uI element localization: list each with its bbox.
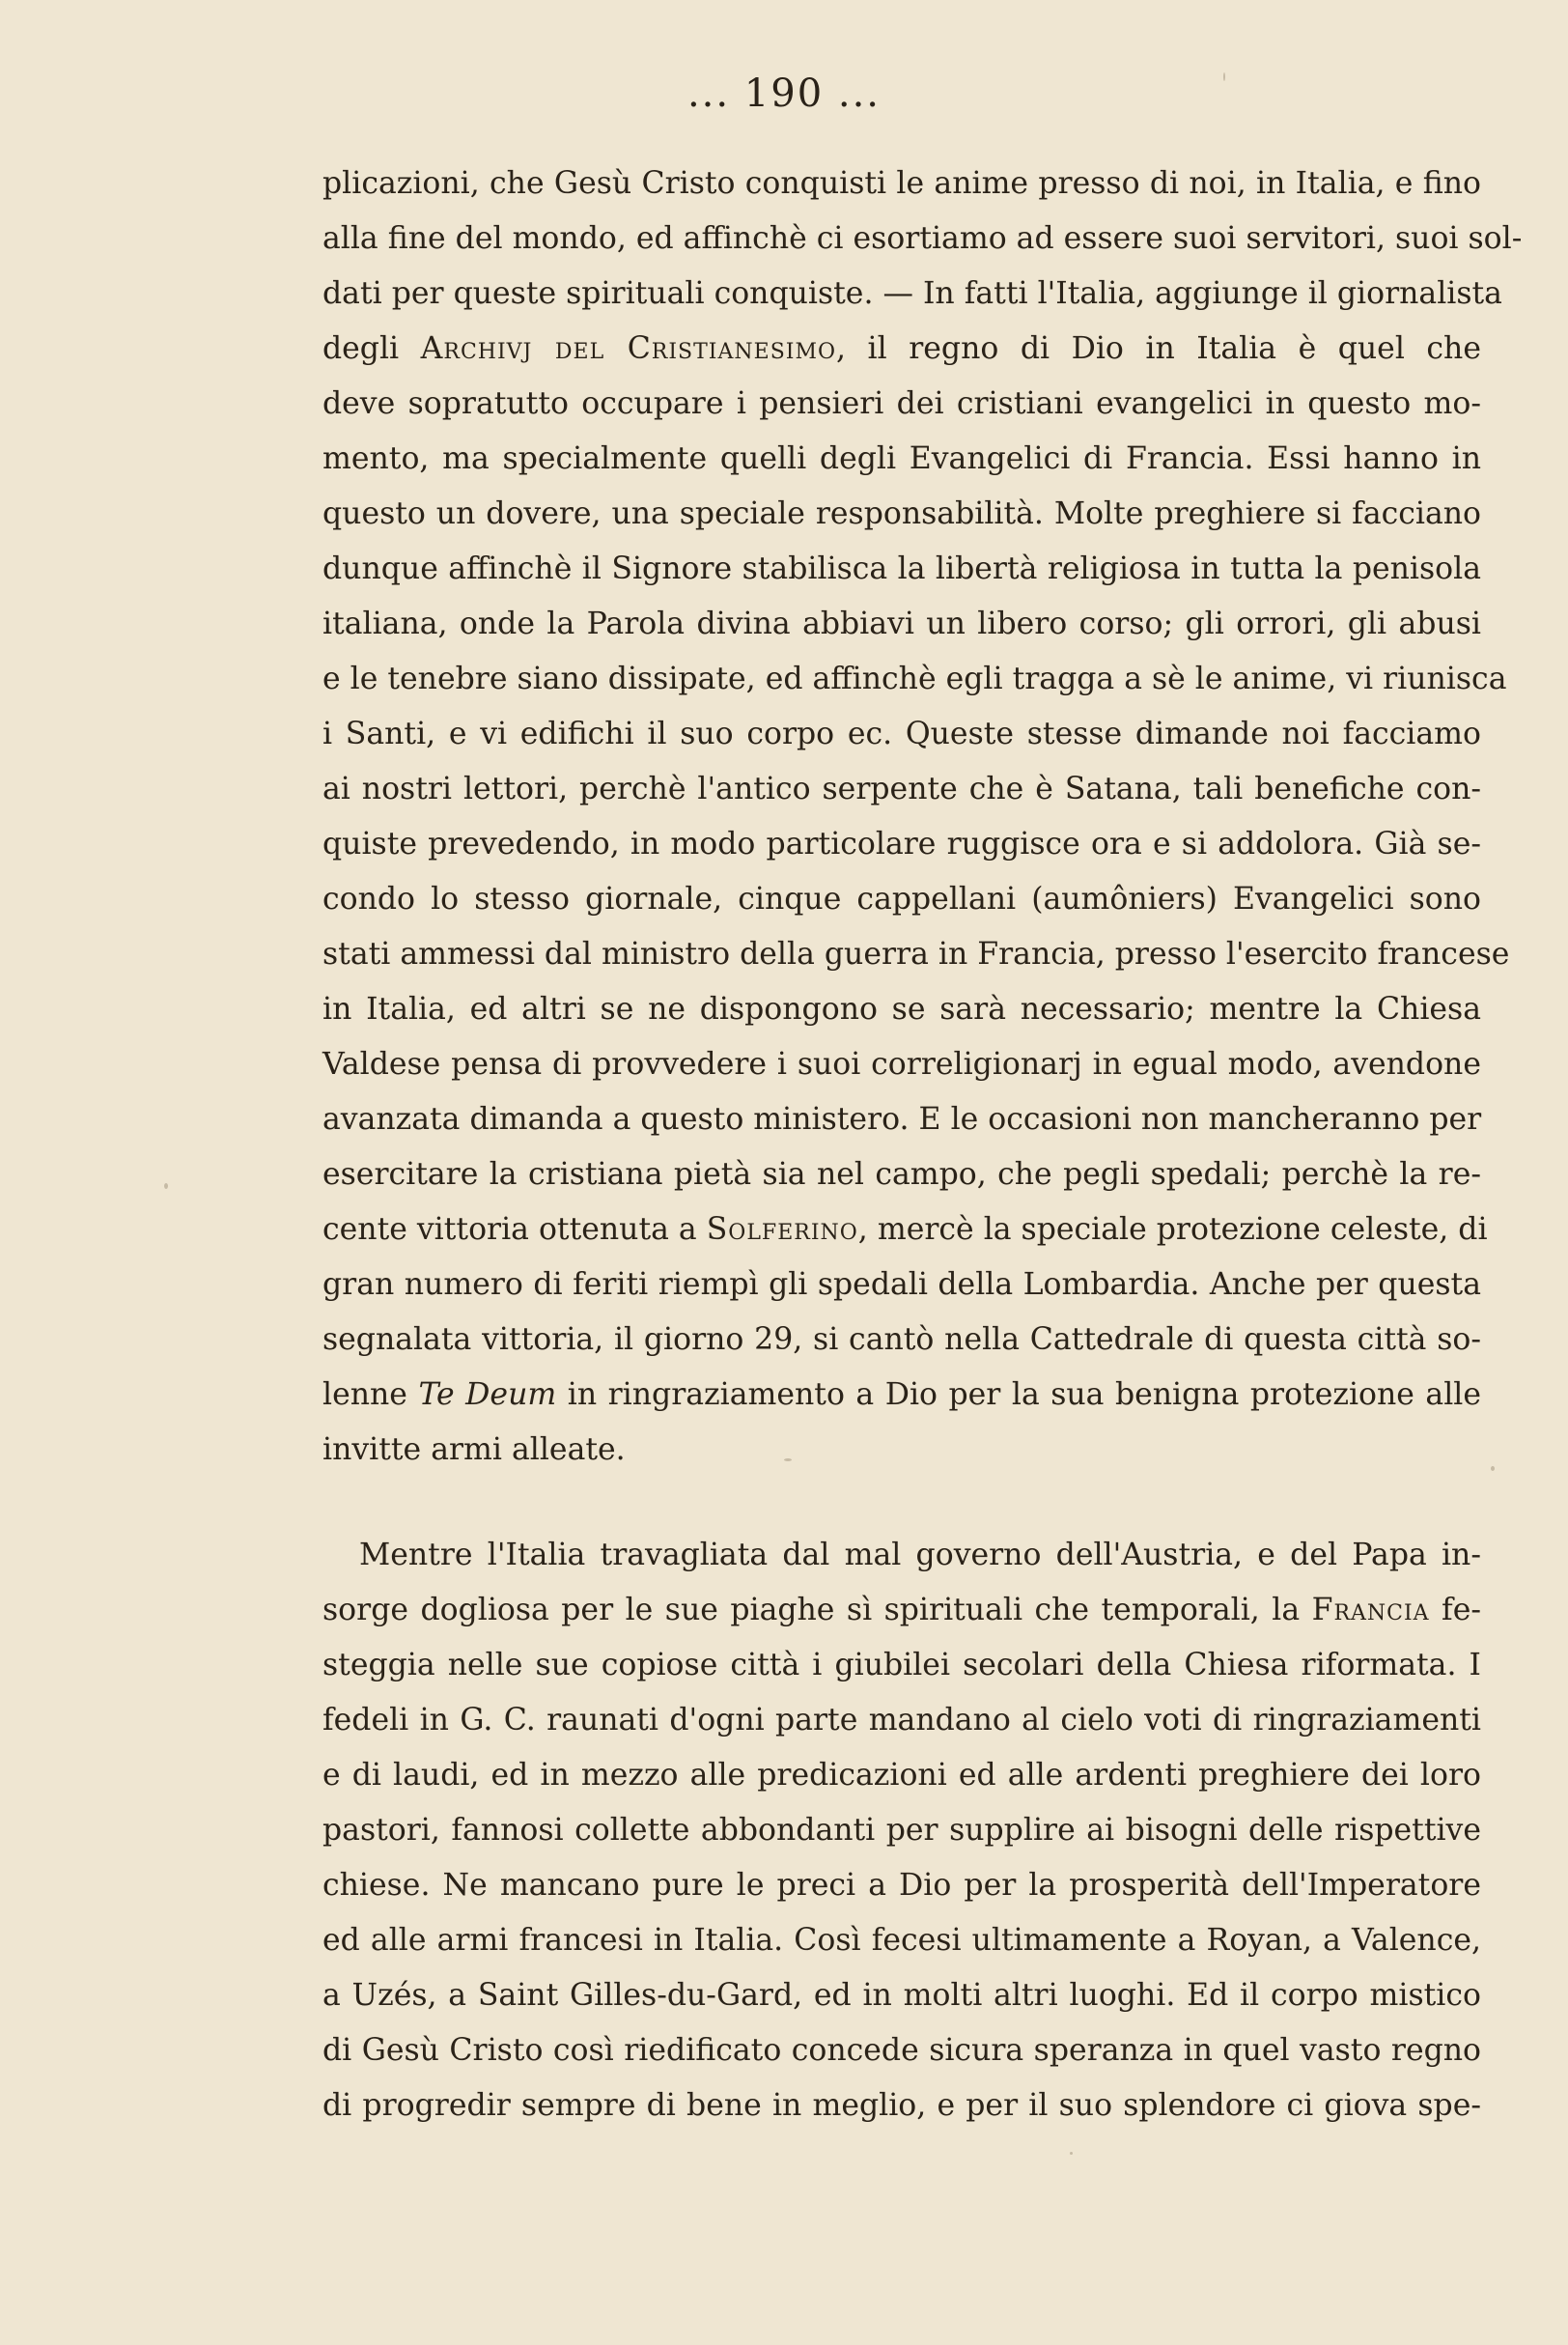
paper-speck [784,1458,792,1461]
text-line-last: invitte armi alleate. [322,1432,626,1467]
text-segment: in ringraziamento a Dio per la sua benigna protezione alle [556,1377,1482,1412]
text-line: deve sopratutto occupare i pensieri dei cristiani evangelici in questo mo- [322,386,1481,421]
text-line: italiana, onde la Parola divina abbiavi un libero corso; gli orrori, gli abusi [322,607,1481,641]
text-line: Valdese pensa di provvedere i suoi correligionarj in egual modo, avendone [322,1047,1481,1082]
text-line: dati per queste spirituali conquiste. — In fatti l'Italia, aggiunge il giornalista [322,276,1502,311]
paper-speck [1491,1466,1495,1471]
text-line: pastori, fannosi collette abbondanti per supplire ai bisogni delle rispettive [322,1813,1481,1848]
paragraph-2 [322,1528,1481,2133]
paragraph-1 [322,156,1523,1478]
text-line: stati ammessi dal ministro della guerra in Francia, presso l'esercito francese [322,937,1510,972]
text-line: steggia nelle sue copiose città i giubilei secolari della Chiesa riformata. I [322,1648,1481,1682]
text-line: condo lo stesso giornale, cinque cappellani (aumôniers) Evangelici sono [322,882,1481,917]
text-line: plicazioni, che Gesù Cristo conquisti le anime presso di noi, in Italia, e fino [322,166,1481,201]
text-line: e di laudi, ed in mezzo alle predicazioni ed alle ardenti preghiere dei loro [322,1758,1481,1793]
text-segment: lenne [322,1377,419,1412]
text-segment: , mercè la speciale protezione celeste, di [857,1212,1488,1247]
place-name-smallcaps: Solferino [706,1212,858,1247]
text-line: gran numero di feriti riempì gli spedali della Lombardia. Anche per questa [322,1267,1481,1302]
text-line-archivj [322,322,1481,377]
text-line: questo un dovere, una speciale responsabilità. Molte preghiere si facciano [322,496,1481,531]
text-line: fedeli in G. C. raunati d'ogni parte mandano al cielo voti di ringraziamenti [322,1703,1481,1738]
text-line: in Italia, ed altri se ne dispongono se sarà necessario; mentre la Chiesa [322,992,1481,1027]
text-line: alla fine del mondo, ed affinchè ci esortiamo ad essere suoi servitori, suoi sol- [322,221,1523,256]
text-line: ed alle armi francesi in Italia. Così fecesi ultimamente a Royan, a Valence, [322,1923,1481,1958]
text-line: di Gesù Cristo così riedificato concede sicura speranza in quel vasto regno [322,2033,1481,2068]
text-line: a Uzés, a Saint Gilles-du-Gard, ed in molti altri luoghi. Ed il corpo mistico [322,1978,1481,2013]
text-line: esercitare la cristiana pietà sia nel campo, che pegli spedali; perchè la re- [322,1157,1481,1192]
paper-speck [1070,2152,1073,2155]
text-line: segnalata vittoria, il giorno 29, si cantò nella Cattedrale di questa città so- [322,1322,1481,1357]
journal-title-smallcaps: Archivj del Cristianesimo [420,331,837,366]
text-line-solferino [322,1202,1488,1257]
text-segment: sorge dogliosa per le sue piaghe sì spirituali che temporali, la [322,1593,1312,1627]
text-line: chiese. Ne mancano pure le preci a Dio per la prosperità dell'Imperatore [322,1868,1481,1903]
text-line: avanzata dimanda a questo ministero. E le occasioni non mancheranno per [322,1102,1482,1137]
text-line: e le tenebre siano dissipate, ed affinchè egli tragga a sè le anime, vi riunisca [322,662,1507,696]
text-segment: fe- [1429,1593,1481,1627]
text-line: ai nostri lettori, perchè l'antico serpente che è Satana, tali benefiche con- [322,772,1481,806]
text-line-indented: Mentre l'Italia travagliata dal mal governo dell'Austria, e del Papa in- [359,1538,1481,1572]
paper-speck [164,1183,168,1189]
text-line: i Santi, e vi edifichi il suo corpo ec. Queste stesse dimande noi facciamo [322,717,1481,751]
text-line: di progredir sempre di bene in meglio, e per il suo splendore ci giova spe- [322,2088,1481,2123]
text-segment: cente vittoria ottenuta a [322,1212,707,1247]
text-line: dunque affinchè il Signore stabilisca la libertà religiosa in tutta la penisola [322,551,1481,586]
page-number: ... 190 ... [686,71,882,116]
text-segment: , il regno di Dio in Italia è quel che [836,331,1481,366]
country-name-smallcaps: Francia [1311,1593,1430,1627]
text-line-te-deum [322,1368,1481,1423]
text-line-francia [322,1583,1481,1638]
paper-speck [1223,72,1225,81]
text-line: mento, ma specialmente quelli degli Evangelici di Francia. Essi hanno in [322,441,1481,476]
text-line: quiste prevedendo, in modo particolare ruggisce ora e si addolora. Già se- [322,827,1481,862]
text-segment: degli [322,331,421,366]
te-deum-italic: Te Deum [418,1377,557,1412]
